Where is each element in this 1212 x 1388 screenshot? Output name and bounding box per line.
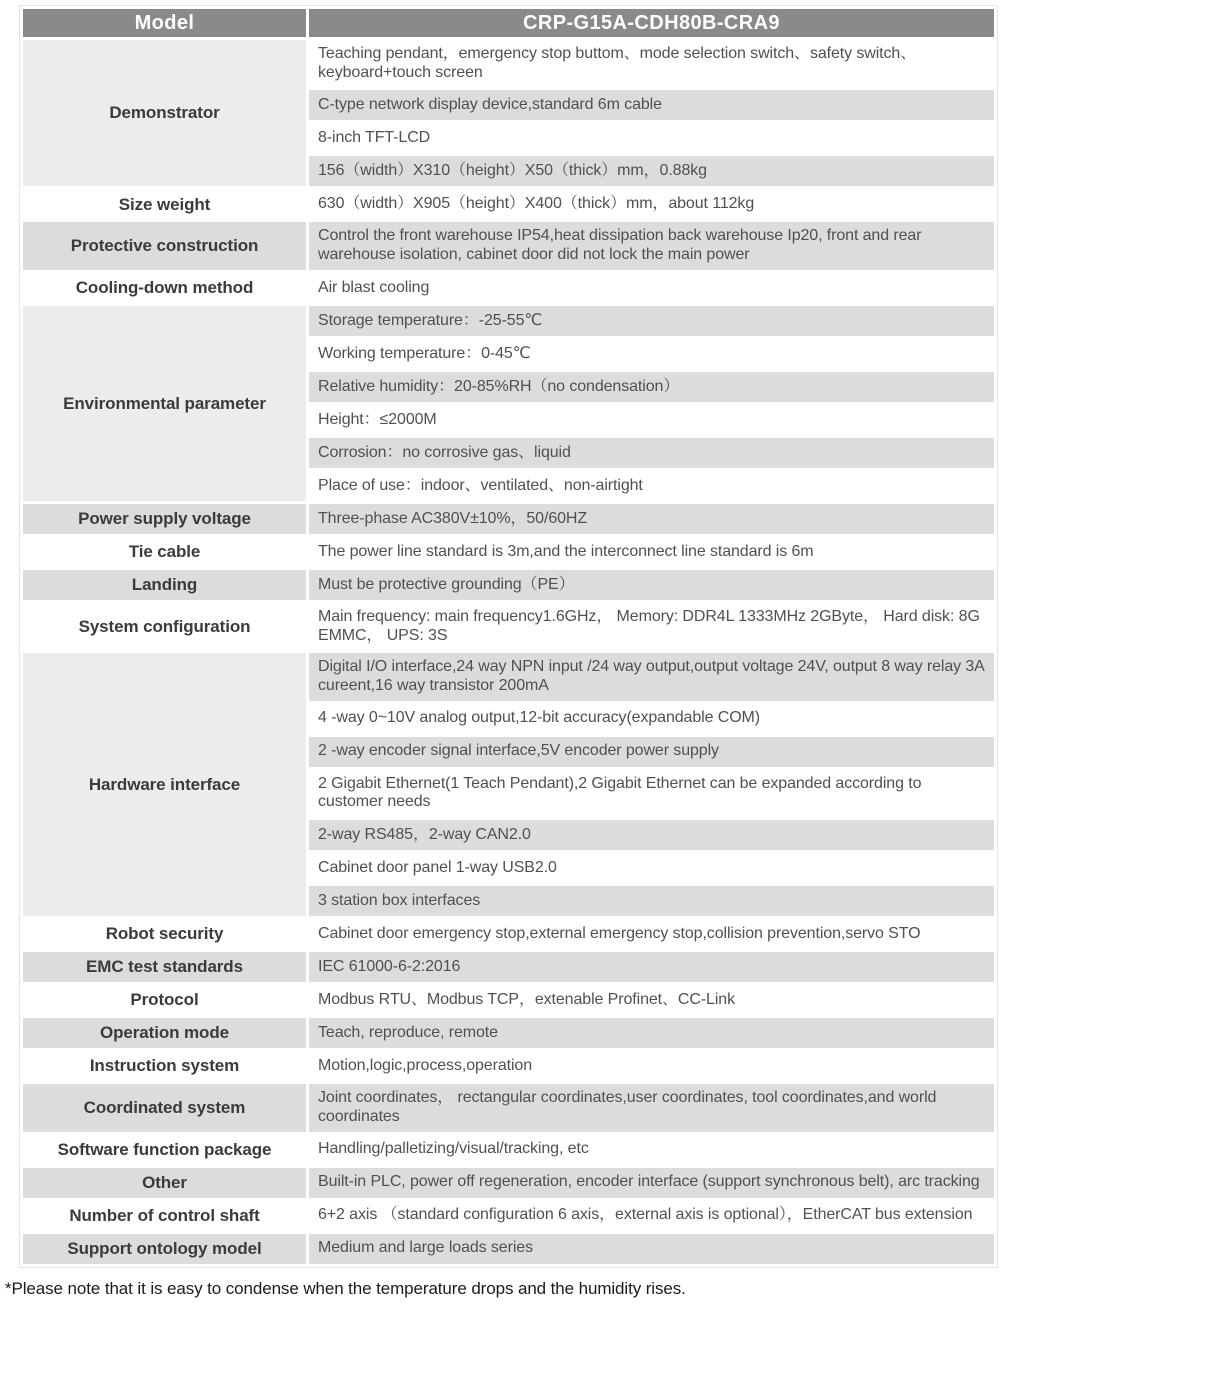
label-landing: Landing — [23, 570, 306, 600]
value-demonstrator-2: C-type network display device,standard 6m cable — [309, 90, 994, 120]
value-cooling-down-method: Air blast cooling — [309, 273, 994, 303]
spec-table — [19, 5, 998, 1268]
value-relative-humidity: Relative humidity：20-85%RH（no condensation） — [309, 372, 994, 402]
value-place-of-use: Place of use：indoor、ventilated、non-airtight — [309, 471, 994, 501]
label-system-configuration: System configuration — [23, 603, 306, 650]
value-height: Height：≤2000M — [309, 405, 994, 435]
label-operation-mode: Operation mode — [23, 1018, 306, 1048]
table-row — [23, 537, 994, 567]
table-row — [23, 570, 994, 600]
table-row — [23, 1084, 994, 1131]
value-landing: Must be protective grounding（PE） — [309, 570, 994, 600]
model-header-value: CRP-G15A-CDH80B-CRA9 — [309, 9, 994, 37]
label-software-function-package: Software function package — [23, 1135, 306, 1165]
value-demonstrator-4: 156（width）X310（height）X50（thick）mm，0.88kg — [309, 156, 994, 186]
label-protective-construction: Protective construction — [23, 222, 306, 269]
value-demonstrator-3: 8-inch TFT-LCD — [309, 123, 994, 153]
value-size-weight: 630（width）X905（height）X400（thick）mm，about 112kg — [309, 189, 994, 219]
label-tie-cable: Tie cable — [23, 537, 306, 567]
label-protocol: Protocol — [23, 985, 306, 1015]
table-row — [23, 40, 994, 87]
table-row — [23, 985, 994, 1015]
label-hardware-interface: Hardware interface — [23, 653, 306, 916]
value-emc-test-standards: IEC 61000-6-2:2016 — [309, 952, 994, 982]
label-coordinated-system: Coordinated system — [23, 1084, 306, 1131]
value-station-box: 3 station box interfaces — [309, 886, 994, 916]
label-support-ontology-model: Support ontology model — [23, 1234, 306, 1264]
table-row — [23, 1135, 994, 1165]
value-power-supply-voltage: Three-phase AC380V±10%，50/60HZ — [309, 504, 994, 534]
table-row — [23, 189, 994, 219]
value-number-of-control-shaft: 6+2 axis （standard configuration 6 axis，external axis is optional），EtherCAT bus extension — [309, 1201, 994, 1231]
table-row — [23, 273, 994, 303]
table-row — [23, 603, 994, 650]
table-row — [23, 919, 994, 949]
label-cooling-down-method: Cooling-down method — [23, 273, 306, 303]
label-number-of-control-shaft: Number of control shaft — [23, 1201, 306, 1231]
label-environmental-parameter: Environmental parameter — [23, 306, 306, 501]
header-row — [23, 9, 994, 37]
value-working-temperature: Working temperature：0-45℃ — [309, 339, 994, 369]
label-robot-security: Robot security — [23, 919, 306, 949]
table-row — [23, 1201, 994, 1231]
value-tie-cable: The power line standard is 3m,and the interconnect line standard is 6m — [309, 537, 994, 567]
value-software-function-package: Handling/palletizing/visual/tracking, etc — [309, 1135, 994, 1165]
value-analog-output: 4 -way 0~10V analog output,12-bit accuracy(expandable COM) — [309, 704, 994, 734]
model-header-label: Model — [23, 9, 306, 37]
value-gigabit-ethernet: 2 Gigabit Ethernet(1 Teach Pendant),2 Gigabit Ethernet can be expanded according to customer needs — [309, 770, 994, 817]
value-system-configuration: Main frequency: main frequency1.6GHz， Memory: DDR4L 1333MHz 2GByte， Hard disk: 8G EMMC， UPS: 3S — [309, 603, 994, 650]
table-row — [23, 504, 994, 534]
value-storage-temperature: Storage temperature：-25-55℃ — [309, 306, 994, 336]
value-instruction-system: Motion,logic,process,operation — [309, 1051, 994, 1081]
table-row — [23, 306, 994, 336]
condensation-footnote: *Please note that it is easy to condense when the temperature drops and the humidity rises. — [5, 1278, 686, 1298]
value-support-ontology-model: Medium and large loads series — [309, 1234, 994, 1264]
label-size-weight: Size weight — [23, 189, 306, 219]
table-row — [23, 1168, 994, 1198]
table-row — [23, 1051, 994, 1081]
label-emc-test-standards: EMC test standards — [23, 952, 306, 982]
table-row — [23, 1018, 994, 1048]
value-corrosion: Corrosion：no corrosive gas、liquid — [309, 438, 994, 468]
value-digital-io: Digital I/O interface,24 way NPN input /24 way output,output voltage 24V, output 8 way relay 3A cureent,16 way transistor 200mA — [309, 653, 994, 700]
value-other: Built-in PLC, power off regeneration, encoder interface (support synchronous belt), arc tracking — [309, 1168, 994, 1198]
value-encoder-interface: 2 -way encoder signal interface,5V encoder power supply — [309, 737, 994, 767]
value-rs485-can: 2-way RS485，2-way CAN2.0 — [309, 820, 994, 850]
value-coordinated-system: Joint coordinates， rectangular coordinates,user coordinates, tool coordinates,and world coordinates — [309, 1084, 994, 1131]
label-power-supply-voltage: Power supply voltage — [23, 504, 306, 534]
value-usb: Cabinet door panel 1-way USB2.0 — [309, 853, 994, 883]
value-demonstrator-1: Teaching pendant，emergency stop buttom、mode selection switch、safety switch、keyboard+touch screen — [309, 40, 994, 87]
table-row — [23, 653, 994, 700]
value-operation-mode: Teach, reproduce, remote — [309, 1018, 994, 1048]
table-row — [23, 222, 994, 269]
value-protective-construction: Control the front warehouse IP54,heat dissipation back warehouse Ip20, front and rear warehouse isolation, cabinet door did not lock the main power — [309, 222, 994, 269]
label-other: Other — [23, 1168, 306, 1198]
label-instruction-system: Instruction system — [23, 1051, 306, 1081]
label-demonstrator: Demonstrator — [23, 40, 306, 186]
value-protocol: Modbus RTU、Modbus TCP，extenable Profinet、CC-Link — [309, 985, 994, 1015]
value-robot-security: Cabinet door emergency stop,external emergency stop,collision prevention,servo STO — [309, 919, 994, 949]
table-row — [23, 1234, 994, 1264]
table-row — [23, 952, 994, 982]
